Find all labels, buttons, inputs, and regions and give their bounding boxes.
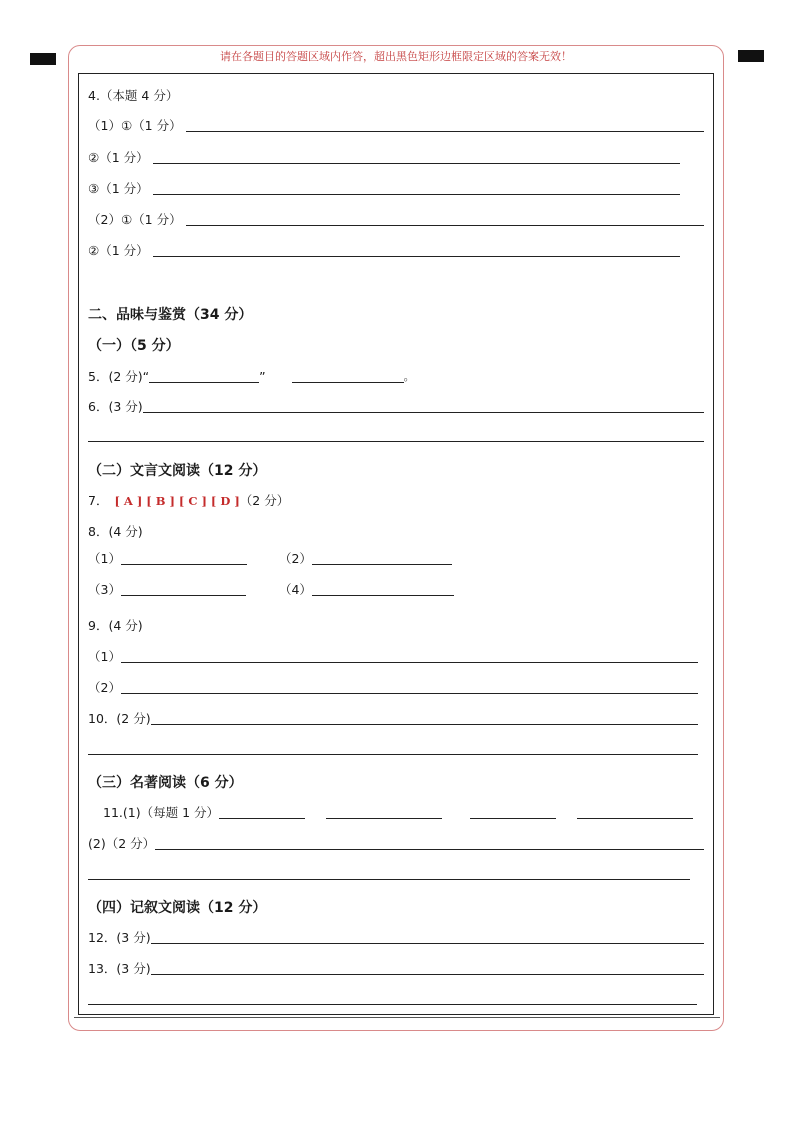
q9-row-2	[88, 679, 698, 695]
q4-line-1-blank[interactable]	[186, 131, 704, 132]
q11-blank-3[interactable]	[470, 818, 556, 819]
q4-title	[88, 87, 178, 103]
q10-label: 10．(2 分)	[88, 711, 151, 726]
part4-title-text: （四）记叙文阅读（12 分）	[88, 900, 267, 916]
q12-label: 12．(3 分)	[88, 930, 151, 945]
q4-title-text: 4.（本题 4 分）	[88, 88, 179, 103]
q10-blank-2[interactable]	[88, 754, 698, 755]
q11-note: （每题 1 分）	[140, 805, 219, 820]
q6-blank[interactable]	[143, 412, 704, 413]
q8-item-1-blank[interactable]	[121, 564, 247, 565]
bottom-rule	[74, 1017, 720, 1018]
q9-title	[88, 617, 143, 633]
part1-title	[88, 335, 180, 353]
q9-item-1-blank[interactable]	[121, 662, 698, 663]
q4-line-3	[88, 180, 680, 196]
q6-label: 6．(3 分)	[88, 399, 143, 414]
q4-line-3-label: ③（1 分）	[88, 181, 149, 196]
q4-line-5	[88, 242, 680, 258]
q4-line-2	[88, 149, 680, 165]
q4-line-4-label: （2）①（1 分）	[88, 212, 182, 227]
q4-line-1-label: （1）①（1 分）	[88, 118, 182, 133]
q8-row-2	[88, 581, 454, 597]
q5-label: 5．(2 分)“	[88, 369, 150, 384]
part2-title-text: （二）文言文阅读（12 分）	[88, 463, 267, 479]
q8-item-4	[279, 583, 454, 597]
q8-item-3-label: （3）	[88, 582, 121, 597]
q4-line-5-blank[interactable]	[153, 256, 680, 257]
q8-item-1	[88, 552, 247, 566]
q7-row	[88, 492, 289, 508]
q8-item-3-blank[interactable]	[121, 595, 246, 596]
q6-row-2	[88, 427, 704, 443]
part2-title	[88, 460, 266, 478]
q8-item-2-blank[interactable]	[312, 564, 452, 565]
q10-blank[interactable]	[151, 724, 698, 725]
alignment-mark-left	[30, 53, 56, 65]
warning-banner: 请在各题目的答题区域内作答，超出黑色矩形边框限定区域的答案无效！	[220, 50, 572, 63]
q8-item-4-blank[interactable]	[312, 595, 454, 596]
q9-item-1-label: （1）	[88, 649, 121, 664]
q4-line-3-blank[interactable]	[153, 194, 680, 195]
part3-title	[88, 772, 243, 790]
q10-row	[88, 710, 698, 726]
q5-blank-2[interactable]	[292, 382, 404, 383]
section2-title	[88, 304, 252, 322]
q11-row-3	[88, 865, 690, 881]
q8-item-2	[279, 552, 452, 566]
section2-title-text: 二、品味与鉴赏（34 分）	[88, 307, 253, 323]
q8-item-2-label: （2）	[278, 551, 312, 566]
q5-blank-1[interactable]	[149, 382, 259, 383]
q9-item-2-label: （2）	[88, 680, 121, 695]
q8-item-1-label: （1）	[88, 551, 121, 566]
q11-number: 11.(1)	[103, 805, 141, 820]
q8-item-4-label: （4）	[278, 582, 312, 597]
q7-score: （2 分）	[239, 493, 290, 508]
q8-title	[88, 523, 143, 539]
q13-blank-2[interactable]	[88, 1004, 697, 1005]
q5-row	[88, 368, 415, 384]
q10-row-2	[88, 740, 698, 756]
q8-label: 8．(4 分)	[88, 524, 143, 539]
q8-row-1	[88, 550, 452, 566]
q7-number: 7．	[88, 493, 109, 508]
q13-blank[interactable]	[151, 974, 704, 975]
q4-line-2-label: ②（1 分）	[88, 150, 149, 165]
q11-row-1	[103, 804, 693, 820]
part4-title	[88, 897, 266, 915]
q6-row	[88, 398, 704, 414]
q4-line-5-label: ②（1 分）	[88, 243, 149, 258]
alignment-mark-right	[738, 50, 764, 62]
q9-item-2-blank[interactable]	[121, 693, 698, 694]
q5-quote-close: ”	[259, 369, 266, 384]
q6-blank-2[interactable]	[88, 441, 704, 442]
q13-label: 13．(3 分)	[88, 961, 151, 976]
q11-blank-1[interactable]	[219, 818, 305, 819]
q12-blank[interactable]	[151, 943, 704, 944]
q13-row	[88, 960, 704, 976]
q11-part2-label: (2)（2 分）	[88, 836, 156, 851]
q11-part2-blank[interactable]	[155, 849, 704, 850]
q9-label: 9．(4 分)	[88, 618, 143, 633]
q11-part2-blank-2[interactable]	[88, 879, 690, 880]
q11-blank-4[interactable]	[577, 818, 693, 819]
part1-title-text: （一）（5 分）	[88, 338, 180, 354]
q11-row-2	[88, 835, 704, 851]
q5-end: 。	[403, 370, 415, 383]
q4-line-2-blank[interactable]	[153, 163, 680, 164]
q8-item-3	[88, 583, 246, 597]
q7-options[interactable]: [ A ] [ B ] [ C ] [ D ]	[114, 494, 240, 508]
q4-line-4	[88, 211, 704, 227]
q4-line-4-blank[interactable]	[186, 225, 704, 226]
q4-line-1	[88, 117, 704, 133]
q9-row-1	[88, 648, 698, 664]
q13-row-2	[88, 990, 697, 1006]
q12-row	[88, 929, 704, 945]
part3-title-text: （三）名著阅读（6 分）	[88, 775, 243, 791]
q11-blank-2[interactable]	[326, 818, 442, 819]
